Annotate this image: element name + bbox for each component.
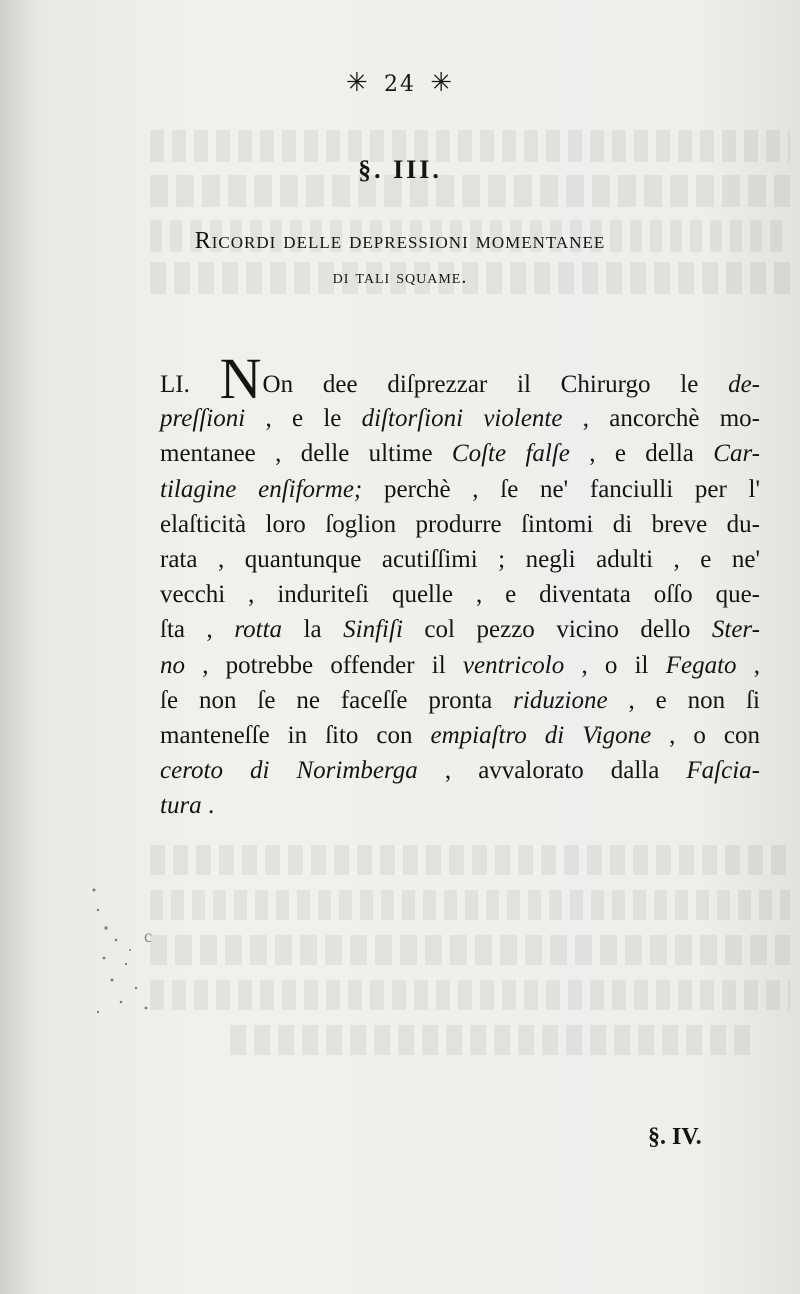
text-run: rata , quantunque acutiſſimi ; negli adulti , e ne' <box>160 546 760 573</box>
text-line-9 <box>160 652 760 686</box>
catchword: §. IV. <box>648 1124 702 1150</box>
text-line-11 <box>160 722 760 756</box>
text-run-italic: Fegato <box>665 652 737 679</box>
text-line-1 <box>160 346 760 411</box>
text-run-italic: riduzione <box>513 687 608 714</box>
text-line-2 <box>160 405 760 439</box>
text-line-8 <box>160 616 760 650</box>
text-run-italic: Sinfiſi <box>343 616 403 643</box>
section-heading-line-1: Ricordi delle depressioni momentanee <box>194 228 606 254</box>
text-run-italic: empiaſtro di Vigone <box>430 722 652 749</box>
text-run-italic: no <box>160 652 185 679</box>
text-run-italic: tilagine enſiforme; <box>160 476 363 503</box>
text-run: perchè , ſe ne' fanciulli per l' <box>362 476 760 503</box>
text-line-12 <box>160 757 760 791</box>
text-run: ſta , <box>160 616 235 643</box>
text-run: la <box>282 616 344 643</box>
text-run: On dee diſprezzar il Chirurgo le <box>262 371 729 398</box>
running-head <box>0 68 800 98</box>
text-run: , e della <box>569 440 714 467</box>
text-run: , <box>736 652 761 679</box>
svg-text:c: c <box>144 926 152 946</box>
section-number: §. III. <box>358 155 442 184</box>
text-run: manteneſſe in ſito con <box>160 722 431 749</box>
text-run-italic: Faſcia- <box>686 757 760 784</box>
text-run-italic: Coſte falſe <box>451 440 570 467</box>
asterisk-ornament-icon: ✳ <box>430 68 455 98</box>
text-run-italic: diſtorſioni violente <box>361 405 563 432</box>
text-run: vecchi , induriteſi quelle , e diventata oſſo que- <box>160 581 760 608</box>
asterisk-ornament-icon: ✳ <box>345 68 370 98</box>
drop-cap: N <box>219 346 262 411</box>
text-run: , e non ſi <box>607 687 760 714</box>
text-line-10 <box>160 687 760 721</box>
text-run: , potrebbe offender il <box>185 652 463 679</box>
section-heading-line-2: di tali squame. <box>332 266 468 288</box>
page-number: 24 <box>384 72 416 97</box>
text-run: , ancorchè mo- <box>562 405 761 432</box>
text-run: , o con <box>651 722 760 749</box>
text-run-italic: de- <box>728 371 760 398</box>
text-run-italic: ventricolo <box>462 652 565 679</box>
text-line-6 <box>160 546 760 580</box>
text-line-7 <box>160 581 760 615</box>
text-run-italic: preſſioni <box>160 405 246 432</box>
text-run: elaſticità loro ſoglion produrre ſintomi di breve du- <box>160 511 760 538</box>
text-line-4 <box>160 476 760 510</box>
text-run: mentanee , delle ultime <box>160 440 452 467</box>
text-run: col pezzo vicino dello <box>402 616 712 643</box>
paragraph-number: LI. <box>160 371 190 398</box>
text-line-5 <box>160 511 760 545</box>
text-run-italic: tura <box>160 792 202 819</box>
text-line-13 <box>160 792 760 826</box>
text-run-italic: Ster- <box>711 616 760 643</box>
text-run: , avvalorato dalla <box>417 757 687 784</box>
text-line-3 <box>160 440 760 474</box>
text-run-italic: ceroto di Norimberga <box>160 757 418 784</box>
text-run-italic: rotta <box>234 616 283 643</box>
text-run: , o il <box>564 652 666 679</box>
text-run: . <box>201 792 215 819</box>
text-run: ſe non ſe ne faceſſe pronta <box>160 687 514 714</box>
margin-stain <box>86 880 156 1030</box>
text-run-italic: Car- <box>713 440 760 467</box>
text-run: , e le <box>245 405 362 432</box>
